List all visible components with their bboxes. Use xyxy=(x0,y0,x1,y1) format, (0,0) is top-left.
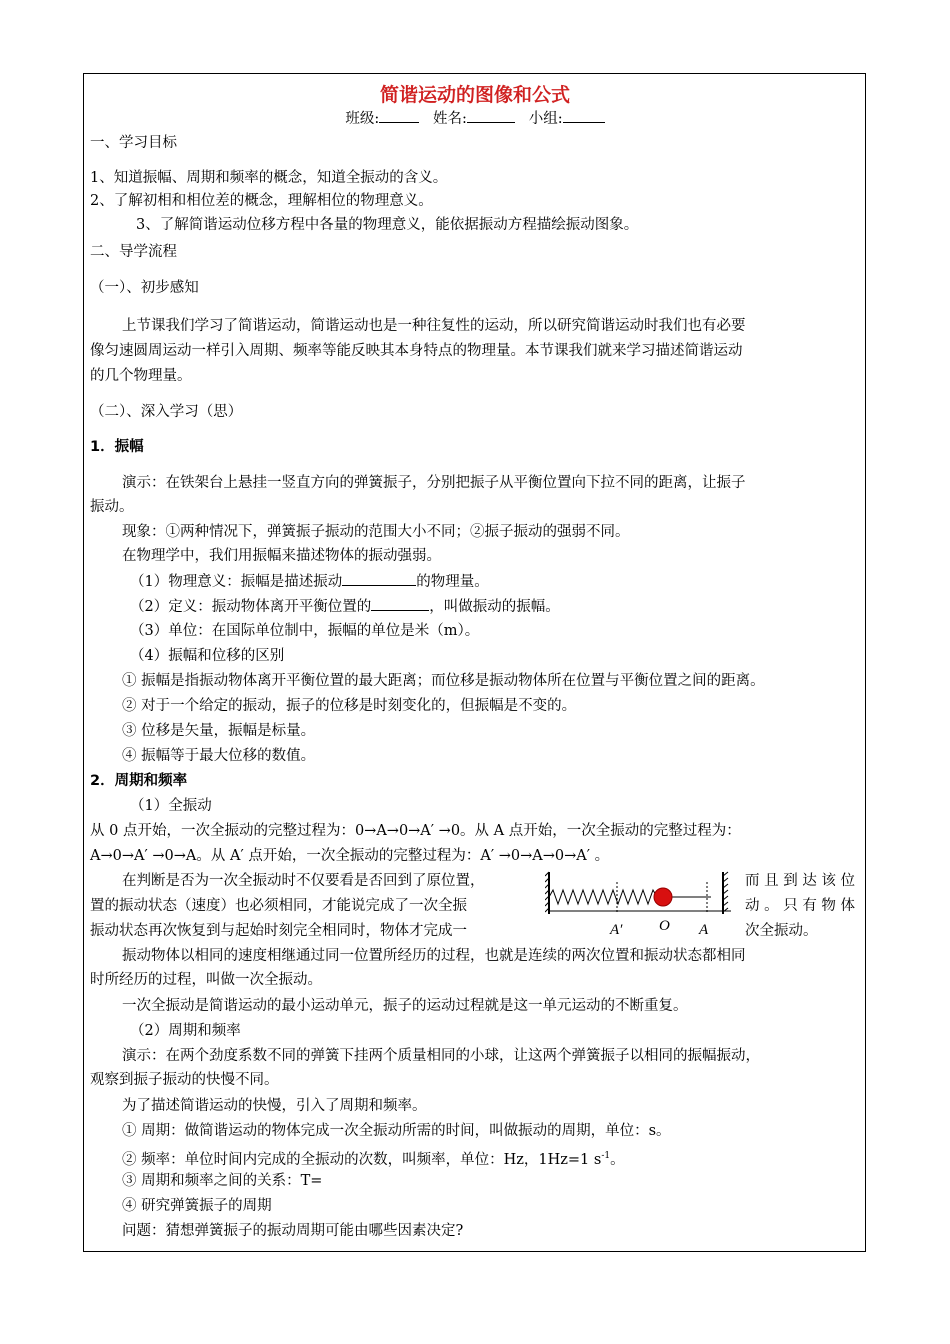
amp-definition-text-end: ，叫做振动的振幅。 xyxy=(429,599,560,615)
amp-definition-blank[interactable] xyxy=(371,596,429,611)
amplitude-heading: 1．振幅 xyxy=(90,439,144,455)
judge-line-end: 而 且 到 达 该 位 xyxy=(745,873,856,889)
class-label: 班级: xyxy=(345,111,380,127)
label-o: O xyxy=(659,918,670,934)
frequency-end: 。 xyxy=(610,1151,625,1168)
question-text: 问题：猜想弹簧振子的振动周期可能由哪些因素决定? xyxy=(122,1223,464,1239)
intro-para-line: 的几个物理量。 xyxy=(90,368,192,384)
difference-4: ④ 振幅等于最大位移的数值。 xyxy=(122,748,316,764)
group-label: 小组: xyxy=(528,111,563,127)
frequency-exponent: -1 xyxy=(601,1151,611,1161)
difference-2: ② 对于一个给定的振动，振子的位移是时刻变化的，但振幅是不变的。 xyxy=(122,698,577,714)
frequency-text: ② 频率：单位时间内完成的全振动的次数，叫频率，单位：Hz，1Hz=1 s xyxy=(122,1151,602,1168)
left-wall xyxy=(545,872,549,914)
demo-1-line: 振动。 xyxy=(90,499,134,515)
right-wall xyxy=(723,872,728,914)
judge-line: 置的振动状态（速度）也必须相同，才能说完成了一次全振 xyxy=(90,898,467,914)
full-vibration-def-line: 时所经历的过程，叫做一次全振动。 xyxy=(90,972,322,988)
amp-meaning-text: （1）物理意义：振幅是描述振动 xyxy=(130,574,343,590)
period-frequency-title: （2）周期和频率 xyxy=(130,1023,241,1039)
goal-1: 1、知道振幅、周期和频率的概念，知道全振动的含义。 xyxy=(90,170,448,186)
part-2-title: （二）、深入学习（思） xyxy=(90,404,243,420)
period-frequency-heading: 2．周期和频率 xyxy=(90,773,188,789)
difference-1: ① 振幅是指振动物体离开平衡位置的最大距离；而位移是振动物体所在位置与平衡位置之间的距离。 xyxy=(122,673,765,689)
section-guide-process: 二、导学流程 xyxy=(90,244,177,260)
group-blank[interactable] xyxy=(563,108,605,123)
name-label: 姓名: xyxy=(433,111,467,127)
amp-vs-displacement: （4）振幅和位移的区别 xyxy=(130,648,285,664)
demo-2-line: 观察到振子振动的快慢不同。 xyxy=(90,1072,279,1088)
intro-para-line: 上节课我们学习了简谐运动，简谐运动也是一种往复性的运动，所以研究简谐运动时我们也有必要 xyxy=(122,318,746,334)
phenomenon-text: 现象：①两种情况下，弹簧振子振动的范围大小不同；②振子振动的强弱不同。 xyxy=(122,524,630,540)
spring-oscillator-figure xyxy=(545,870,741,920)
full-vibration-title: （1）全振动 xyxy=(130,798,212,814)
judge-line: 振动状态再次恢复到与起始时刻完全相同时，物体才完成一 xyxy=(90,923,467,939)
judge-line-end: 次全振动。 xyxy=(745,923,818,939)
period-definition: ① 周期：做简谐运动的物体完成一次全振动所需的时间，叫做振动的周期，单位：s。 xyxy=(122,1123,671,1139)
amp-meaning-blank[interactable] xyxy=(342,571,416,586)
judge-line-end: 动 。 只 有 物 体 xyxy=(745,898,856,914)
judge-line: 在判断是否为一次全振动时不仅要看是否回到了原位置， xyxy=(122,873,485,889)
full-vibration-unit: 一次全振动是简谐运动的最小运动单元，振子的运动过程就是这一单元运动的不断重复。 xyxy=(122,998,688,1014)
demo-1-line: 演示：在铁架台上悬挂一竖直方向的弹簧振子，分别把振子从平衡位置向下拉不同的距离，让振子 xyxy=(122,475,746,491)
intro-period-frequency: 为了描述简谐运动的快慢，引入了周期和频率。 xyxy=(122,1098,427,1114)
period-frequency-relation: ③ 周期和频率之间的关系：T= xyxy=(122,1173,323,1189)
goal-2: 2、了解初相和相位差的概念，理解相位的物理意义。 xyxy=(90,193,433,209)
amp-meaning xyxy=(130,571,489,592)
spring-period-study: ④ 研究弹簧振子的周期 xyxy=(122,1198,272,1214)
section-learning-goals: 一、学习目标 xyxy=(90,135,177,151)
amp-definition xyxy=(130,596,560,617)
name-blank[interactable] xyxy=(467,108,515,123)
amp-meaning-text-end: 的物理量。 xyxy=(416,574,489,590)
label-a: A xyxy=(699,922,709,938)
student-info-line xyxy=(0,107,950,128)
goal-3: 3、了解简谐运动位移方程中各量的物理意义，能依据振动方程描绘振动图象。 xyxy=(136,217,639,233)
label-a-prime: A′ xyxy=(610,922,623,938)
full-vibration-line: A→0→A′ →0→A。从 A′ 点开始，一次全振动的完整过程为：A′ →0→A→0→A′ 。 xyxy=(90,848,610,864)
demo-2-line: 演示：在两个劲度系数不同的弹簧下挂两个质量相同的小球，让这两个弹簧振子以相同的振幅振动， xyxy=(122,1048,760,1064)
amplitude-description: 在物理学中，我们用振幅来描述物体的振动强弱。 xyxy=(122,548,441,564)
spring xyxy=(549,890,658,904)
frequency-definition xyxy=(122,1146,625,1170)
amp-definition-text: （2）定义：振动物体离开平衡位置的 xyxy=(130,599,372,615)
part-1-title: （一）、初步感知 xyxy=(90,280,199,296)
page-title: 简谐运动的图像和公式 xyxy=(379,84,570,106)
oscillator-ball xyxy=(654,888,672,906)
amp-unit: （3）单位：在国际单位制中，振幅的单位是米（m）。 xyxy=(130,623,480,639)
intro-para-line: 像匀速圆周运动一样引入周期、频率等能反映其本身特点的物理量。本节课我们就来学习描述简谐运动 xyxy=(90,343,743,359)
full-vibration-line: 从 0 点开始，一次全振动的完整过程为：0→A→0→A′ →0。从 A 点开始，一次全振动的完整过程为： xyxy=(90,823,741,839)
class-blank[interactable] xyxy=(379,108,419,123)
difference-3: ③ 位移是矢量，振幅是标量。 xyxy=(122,723,316,739)
full-vibration-def-line: 振动物体以相同的速度相继通过同一位置所经历的过程，也就是连续的两次位置和振动状态都相同 xyxy=(122,948,746,964)
